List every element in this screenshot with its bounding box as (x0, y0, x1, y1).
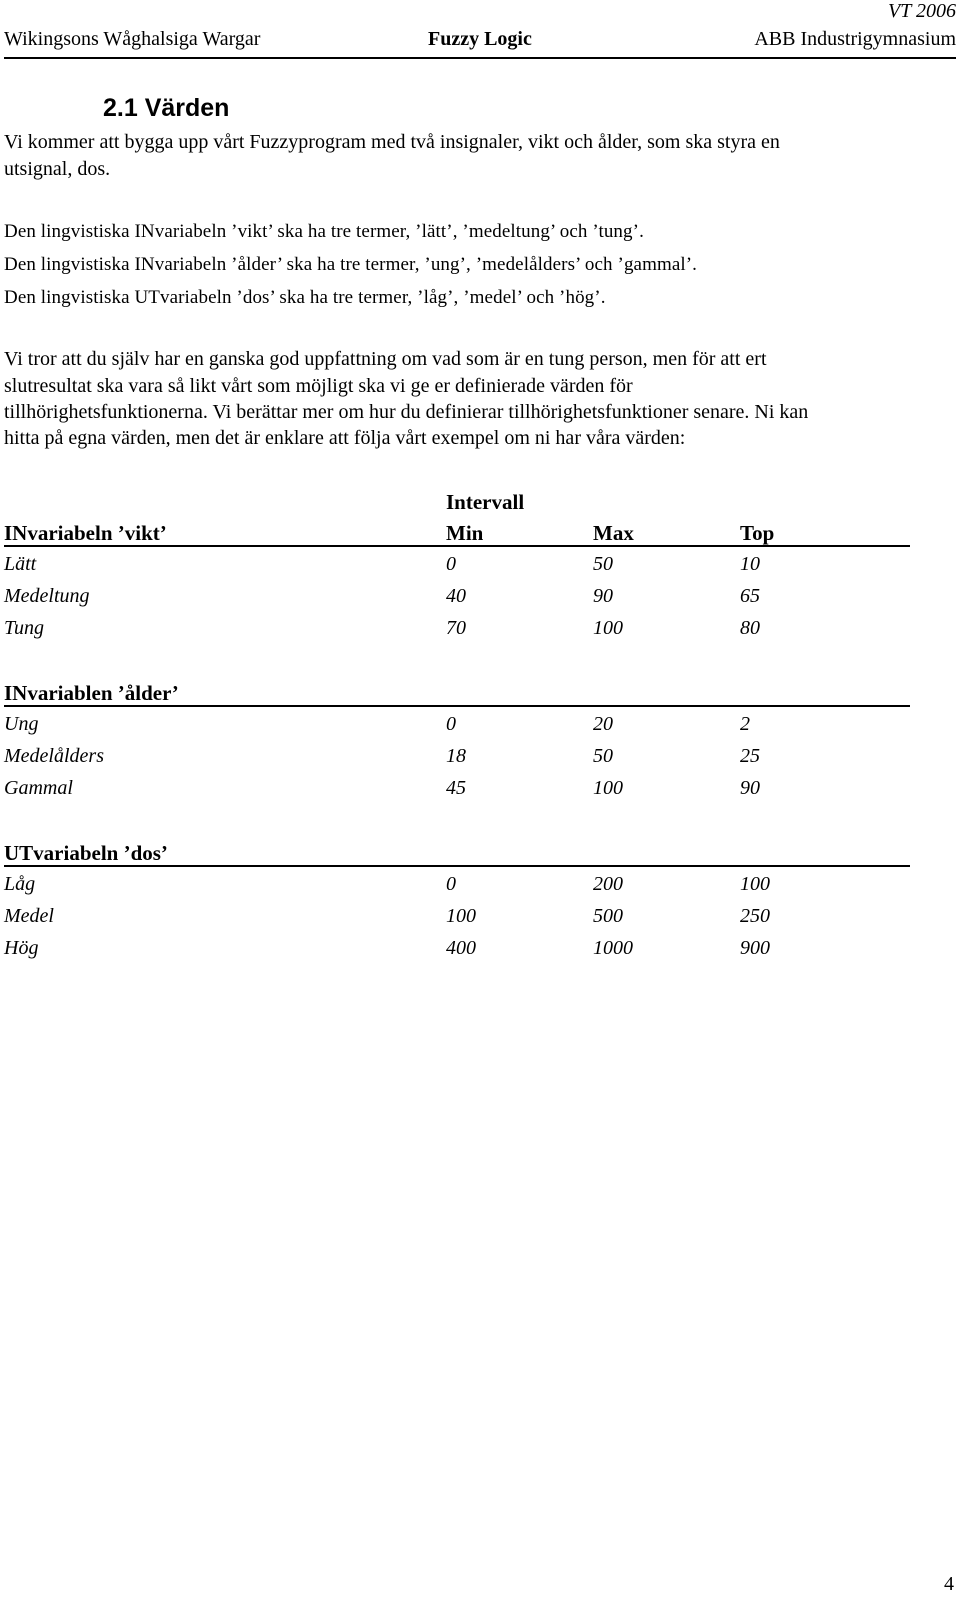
column-header-top: Top (740, 521, 775, 545)
group-title-dos: UTvariabeln ’dos’ (4, 841, 168, 865)
section-heading: 2.1 Värden (103, 94, 230, 122)
row-term: Lätt (4, 553, 37, 575)
column-header-max: Max (593, 521, 634, 545)
row-min: 0 (446, 553, 456, 575)
group-title-vikt: INvariabeln ’vikt’ (4, 521, 167, 545)
table-rule (4, 865, 910, 867)
row-max: 20 (593, 713, 613, 735)
row-min: 100 (446, 905, 476, 927)
header-center-title: Fuzzy Logic (428, 28, 532, 50)
variable-line-vikt: Den lingvistiska INvariabeln ’vikt’ ska ha tre termer, ’lätt’, ’medeltung’ och ’tung’. (4, 221, 644, 242)
row-term: Tung (4, 617, 45, 639)
row-term: Gammal (4, 777, 73, 799)
row-max: 90 (593, 585, 613, 607)
row-min: 18 (446, 745, 466, 767)
row-top: 900 (740, 937, 770, 959)
interval-label: Intervall (446, 490, 525, 514)
variable-line-dos: Den lingvistiska UTvariabeln ’dos’ ska ha tre termer, ’låg’, ’medel’ och ’hög’. (4, 287, 606, 308)
row-min: 70 (446, 617, 466, 639)
row-top: 65 (740, 585, 760, 607)
row-top: 100 (740, 873, 770, 895)
body-line-4: hitta på egna värden, men det är enklare att följa vårt exempel om ni har våra värden: (4, 427, 686, 449)
body-line-1: Vi tror att du själv har en ganska god uppfattning om vad som är en tung person, men för att ert (4, 348, 767, 370)
row-min: 0 (446, 873, 456, 895)
row-max: 100 (593, 777, 623, 799)
table-rule (4, 705, 910, 707)
row-top: 250 (740, 905, 770, 927)
row-max: 100 (593, 617, 623, 639)
row-max: 50 (593, 553, 613, 575)
row-top: 10 (740, 553, 760, 575)
header-version: VT 2006 (888, 0, 956, 22)
row-term: Låg (4, 873, 36, 895)
intro-line-2: utsignal, dos. (4, 158, 111, 180)
body-line-3: tillhörighetsfunktionerna. Vi berättar mer om hur du definierar tillhörighetsfunktioner senare. Ni kan (4, 401, 809, 423)
row-min: 40 (446, 585, 466, 607)
header-rule (4, 57, 956, 59)
row-top: 25 (740, 745, 760, 767)
body-line-2: slutresultat ska vara så likt vårt som möjligt ska vi ge er definierade värden för (4, 375, 633, 397)
row-term: Medelålders (4, 745, 104, 767)
row-min: 400 (446, 937, 476, 959)
row-max: 200 (593, 873, 623, 895)
header-left-title: Wikingsons Wåghalsiga Wargar (4, 28, 261, 50)
row-term: Ung (4, 713, 39, 735)
row-min: 45 (446, 777, 466, 799)
row-top: 80 (740, 617, 760, 639)
row-term: Medeltung (4, 585, 90, 607)
row-top: 90 (740, 777, 760, 799)
table-rule (4, 545, 910, 547)
header-right-title: ABB Industrigymnasium (754, 28, 956, 50)
column-header-min: Min (446, 521, 484, 545)
group-title-alder: INvariablen ’ålder’ (4, 681, 179, 705)
row-max: 1000 (593, 937, 633, 959)
row-term: Medel (4, 905, 54, 927)
row-max: 500 (593, 905, 623, 927)
row-top: 2 (740, 713, 750, 735)
variable-line-alder: Den lingvistiska INvariabeln ’ålder’ ska ha tre termer, ’ung’, ’medelålders’ och ’gammal’. (4, 254, 698, 275)
row-max: 50 (593, 745, 613, 767)
row-min: 0 (446, 713, 456, 735)
intro-line-1: Vi kommer att bygga upp vårt Fuzzyprogram med två insignaler, vikt och ålder, som ska styra en (4, 131, 780, 153)
row-term: Hög (4, 937, 39, 959)
page-number: 4 (944, 1573, 954, 1595)
